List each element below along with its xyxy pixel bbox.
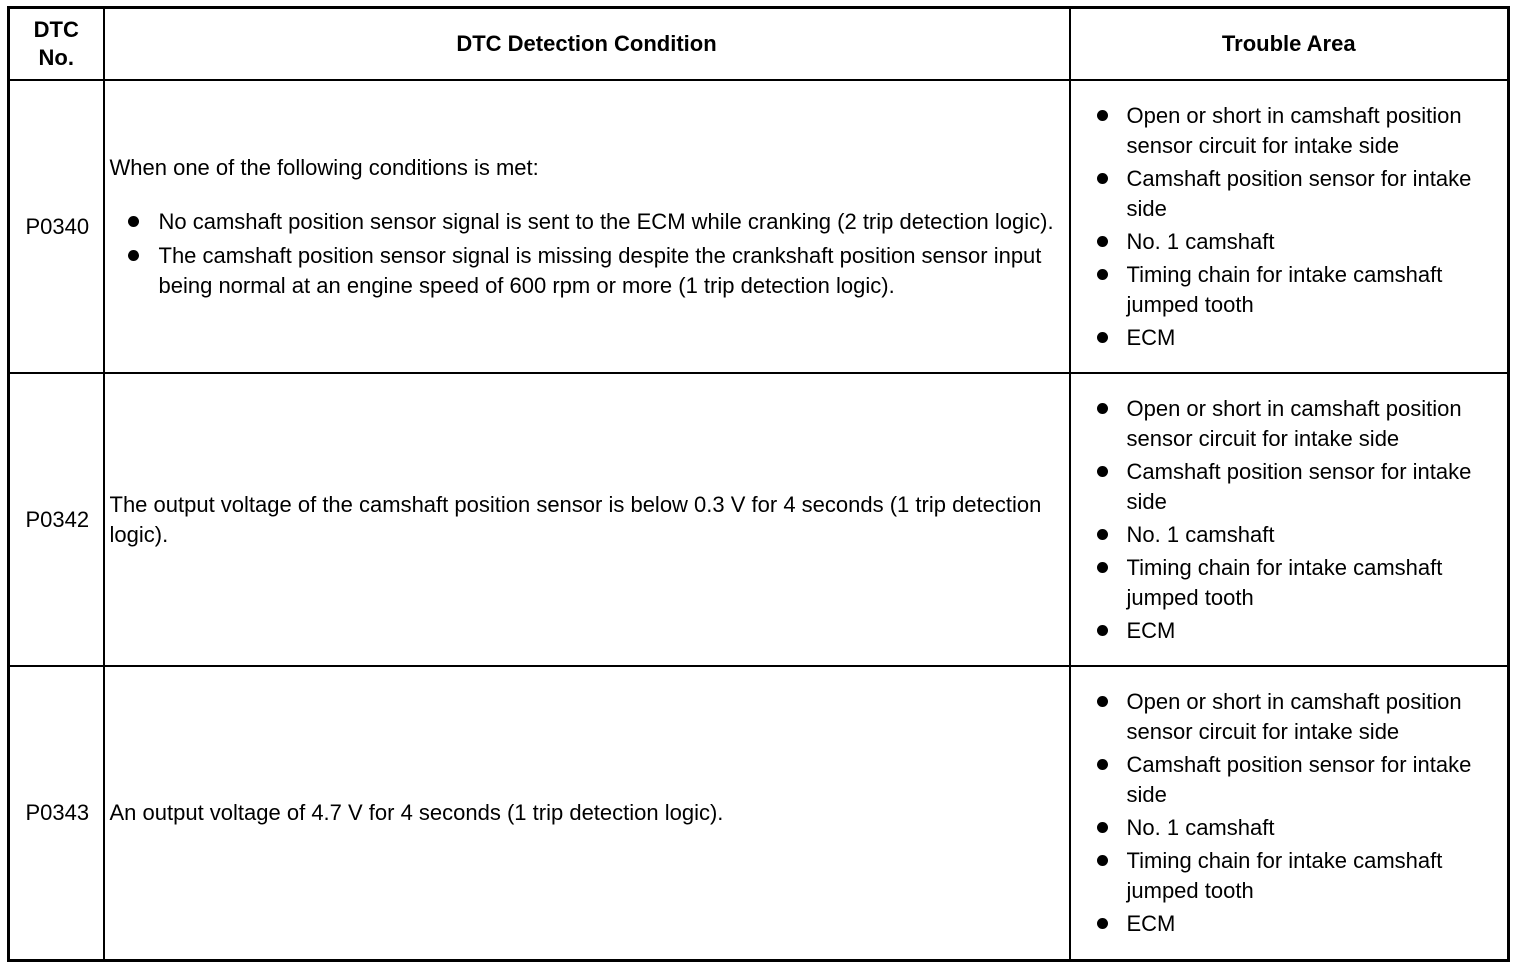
trouble-area-item <box>1091 101 1498 161</box>
bullet-icon <box>1097 110 1108 121</box>
trouble-area-item <box>1091 750 1498 810</box>
trouble-area-text: Open or short in camshaft position sensor circuit for intake side <box>1126 102 1462 158</box>
trouble-area-text: Timing chain for intake camshaft jumped tooth <box>1126 261 1443 317</box>
table-header-row <box>9 8 1509 81</box>
trouble-area-item <box>1091 164 1498 224</box>
detection-condition <box>104 80 1070 373</box>
condition-item-text: No camshaft position sensor signal is sent to the ECM while cranking (2 trip detection logic). <box>158 208 1054 234</box>
trouble-area-text: Timing chain for intake camshaft jumped tooth <box>1126 554 1443 610</box>
bullet-icon <box>1097 173 1108 184</box>
header-detection-condition: DTC Detection Condition <box>104 8 1070 81</box>
trouble-area-item <box>1091 813 1498 843</box>
bullet-icon <box>1097 855 1108 866</box>
trouble-area-list <box>1091 687 1498 939</box>
trouble-area-item <box>1091 260 1498 320</box>
trouble-area-item <box>1091 687 1498 747</box>
bullet-icon <box>1097 332 1108 343</box>
condition-item <box>110 207 1061 237</box>
bullet-icon <box>1097 236 1108 247</box>
trouble-area-text: Camshaft position sensor for intake side <box>1126 165 1472 221</box>
trouble-area-text: Camshaft position sensor for intake side <box>1126 458 1472 514</box>
trouble-area-item <box>1091 909 1498 939</box>
condition-text: An output voltage of 4.7 V for 4 seconds (1 trip detection logic). <box>109 799 724 825</box>
dtc-table <box>7 6 1510 962</box>
trouble-area-list <box>1091 394 1498 646</box>
table-row <box>9 666 1509 960</box>
trouble-area-text: Open or short in camshaft position sensor circuit for intake side <box>1126 395 1462 451</box>
bullet-icon <box>128 250 139 261</box>
detection-condition <box>104 666 1070 960</box>
dtc-code: P0342 <box>9 373 104 666</box>
dtc-code: P0340 <box>9 80 104 373</box>
trouble-area-text: Camshaft position sensor for intake side <box>1126 751 1472 807</box>
condition-text: The output voltage of the camshaft position sensor is below 0.3 V for 4 seconds (1 trip detection logic). <box>109 491 1042 547</box>
trouble-area-list <box>1091 101 1498 353</box>
trouble-area-item <box>1091 846 1498 906</box>
trouble-area-text: Open or short in camshaft position sensor circuit for intake side <box>1126 688 1462 744</box>
bullet-icon <box>1097 822 1108 833</box>
trouble-area-item <box>1091 457 1498 517</box>
bullet-icon <box>1097 529 1108 540</box>
trouble-area-item <box>1091 616 1498 646</box>
bullet-icon <box>1097 269 1108 280</box>
trouble-area-text: ECM <box>1126 910 1176 936</box>
bullet-icon <box>1097 562 1108 573</box>
table-row <box>9 80 1509 373</box>
table-body <box>9 80 1509 960</box>
trouble-area-item <box>1091 227 1498 257</box>
bullet-icon <box>128 216 139 227</box>
bullet-icon <box>1097 696 1108 707</box>
trouble-area-text: ECM <box>1126 324 1176 350</box>
trouble-area-text: No. 1 camshaft <box>1126 228 1275 254</box>
trouble-area-text: ECM <box>1126 617 1176 643</box>
header-trouble-area: Trouble Area <box>1070 8 1509 81</box>
trouble-area-text: Timing chain for intake camshaft jumped tooth <box>1126 847 1443 903</box>
trouble-area <box>1070 80 1509 373</box>
header-dtc-no-label: DTC No. <box>33 17 79 70</box>
detection-condition <box>104 373 1070 666</box>
bullet-icon <box>1097 625 1108 636</box>
trouble-area-item <box>1091 394 1498 454</box>
bullet-icon <box>1097 466 1108 477</box>
trouble-area-item <box>1091 553 1498 613</box>
table-row <box>9 373 1509 666</box>
bullet-icon <box>1097 918 1108 929</box>
bullet-icon <box>1097 403 1108 414</box>
trouble-area-item <box>1091 520 1498 550</box>
header-dtc-no <box>9 8 104 81</box>
condition-intro: When one of the following conditions is met: <box>109 154 539 180</box>
trouble-area <box>1070 373 1509 666</box>
condition-list <box>110 207 1061 301</box>
condition-item-text: The camshaft position sensor signal is missing despite the crankshaft position sensor input being normal at an engine speed of 600 rpm or more (1 trip detection logic). <box>158 242 1042 298</box>
trouble-area-item <box>1091 323 1498 353</box>
condition-item <box>110 241 1061 301</box>
dtc-code: P0343 <box>9 666 104 960</box>
trouble-area <box>1070 666 1509 960</box>
bullet-icon <box>1097 759 1108 770</box>
trouble-area-text: No. 1 camshaft <box>1126 814 1275 840</box>
trouble-area-text: No. 1 camshaft <box>1126 521 1275 547</box>
